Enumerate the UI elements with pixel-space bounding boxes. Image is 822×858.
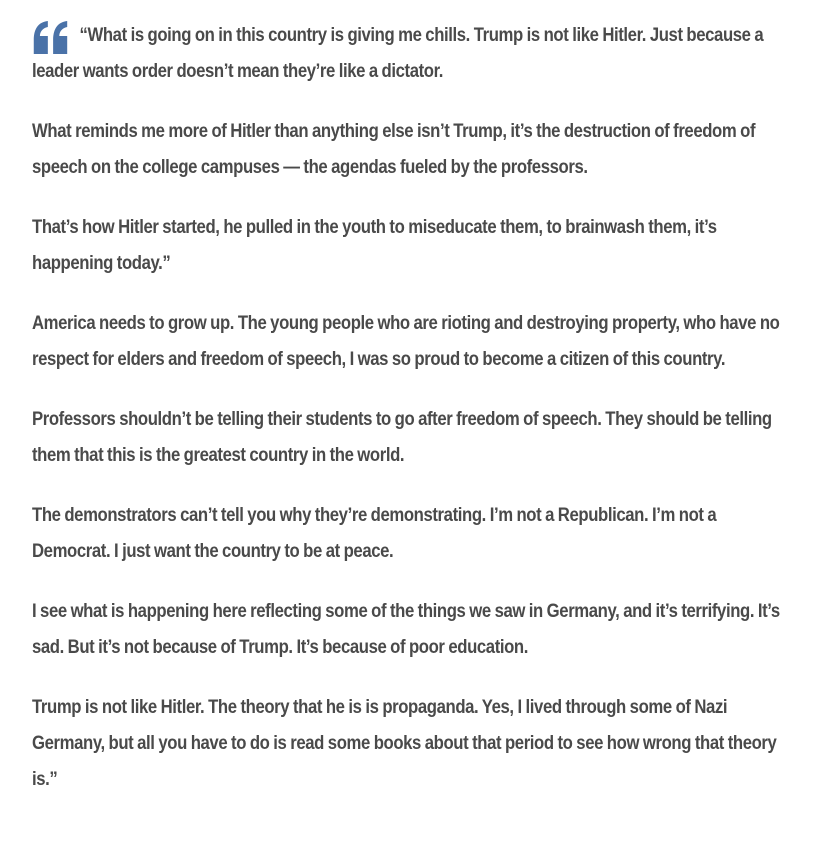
- quote-paragraph-2: What reminds me more of Hitler than anything else isn’t Trump, it’s the destruction of freedom of speech on the college campuses — the agendas fueled by the professors.: [32, 121, 756, 178]
- quote-paragraph-5: Professors shouldn’t be telling their students to go after freedom of speech. They should be telling them that this is the greatest country in the world.: [32, 409, 772, 466]
- quote-paragraph-6: The demonstrators can’t tell you why they’re demonstrating. I’m not a Republican. I’m not a Democrat. I just want the country to be at peace.: [32, 505, 717, 562]
- blockquote: [32, 18, 780, 822]
- quote-paragraph-1: [32, 18, 792, 90]
- quote-paragraph-1-text: “What is going on in this country is giving me chills. Trump is not like Hitler. Just because a leader wants order doesn’t mean they’re like a dictator.: [32, 25, 764, 82]
- quote-paragraph-7: I see what is happening here reflecting some of the things we saw in Germany, and it’s terrifying. It’s sad. But it’s not because of Trump. It’s because of poor education.: [32, 601, 780, 658]
- quote-paragraph-8: Trump is not like Hitler. The theory that he is is propaganda. Yes, I lived through some of Nazi Germany, but all you have to do is read some books about that period to see how wrong that theory is.”: [32, 697, 777, 790]
- left-double-quote-icon: [32, 20, 71, 56]
- quote-paragraph-3: That’s how Hitler started, he pulled in the youth to miseducate them, to brainwash them, it’s happening today.”: [32, 217, 717, 274]
- quote-paragraph-4: America needs to grow up. The young people who are rioting and destroying property, who have no respect for elders and freedom of speech, I was so proud to become a citizen of this country.: [32, 313, 780, 370]
